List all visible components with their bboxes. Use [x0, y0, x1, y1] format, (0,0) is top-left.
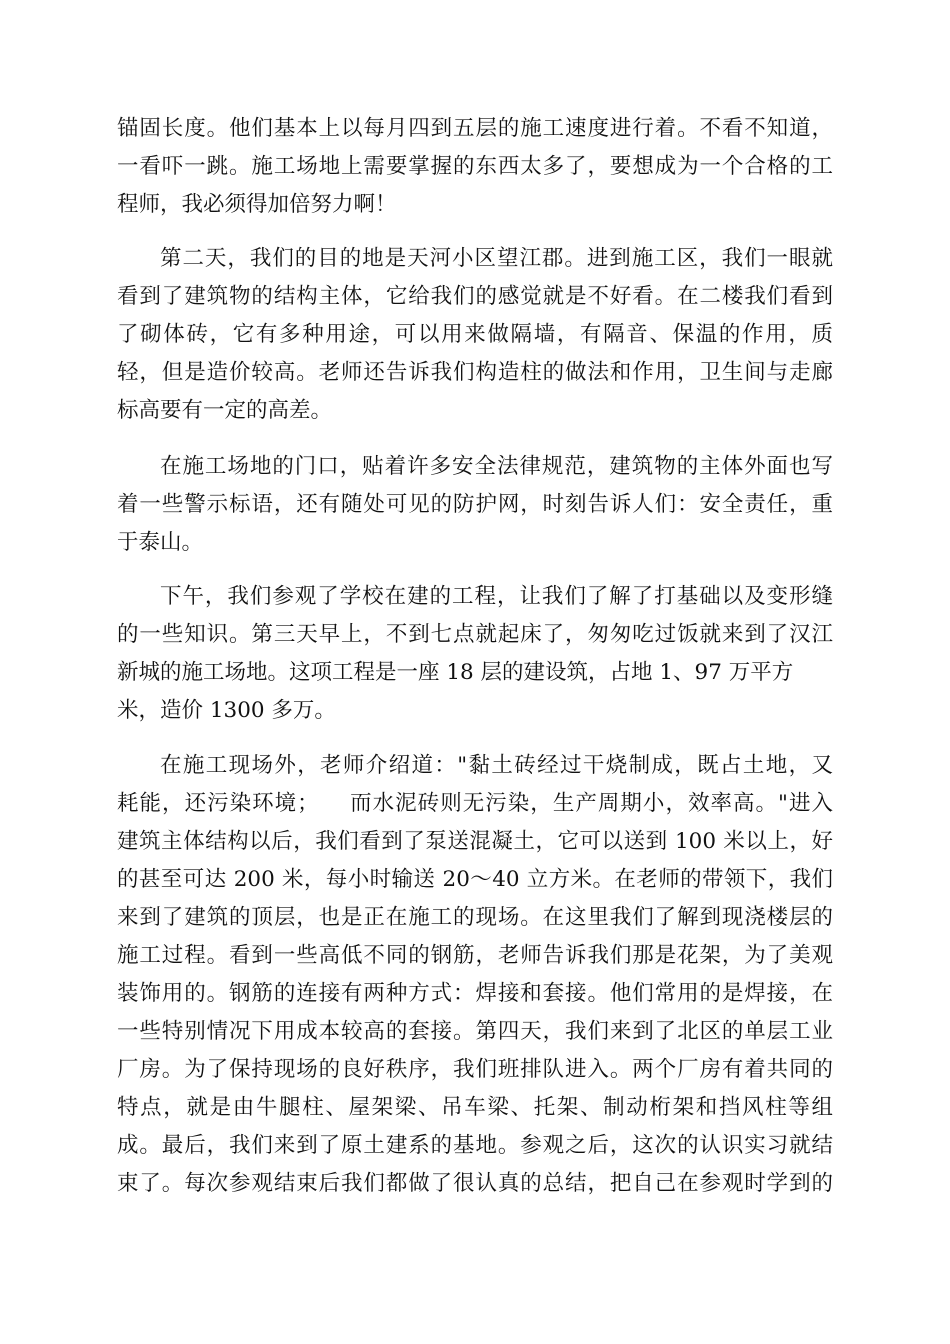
- text-line: 成。最后，我们来到了原土建系的基地。参观之后，这次的认识实习就结: [117, 1133, 833, 1158]
- text-line: 第二天，我们的目的地是天河小区望江郡。进到施工区，我们一眼就: [160, 246, 833, 271]
- text-line: 看到了建筑物的结构主体，它给我们的感觉就是不好看。在二楼我们看到: [117, 284, 833, 309]
- text-line: 了砌体砖，它有多种用途，可以用来做隔墙，有隔音、保温的作用，质: [117, 322, 833, 347]
- paragraph-5: [117, 747, 833, 1203]
- text-line: 厂房。为了保持现场的良好秩序，我们班排队进入。两个厂房有着共同的: [117, 1057, 833, 1082]
- text-line: 标高要有一定的高差。: [117, 398, 333, 423]
- text-line: 来到了建筑的顶层，也是正在施工的现场。在这里我们了解到现浇楼层的: [117, 905, 833, 930]
- text-line: 特点，就是由牛腿柱、屋架梁、吊车梁、托架、制动桁架和挡风柱等组: [117, 1095, 833, 1120]
- paragraph-2: [117, 240, 833, 430]
- text-line: 的一些知识。第三天早上，不到七点就起床了，匆匆吃过饭就来到了汉江: [117, 622, 833, 647]
- text-line: 在施工场地的门口，贴着许多安全法律规范，建筑物的主体外面也写: [160, 454, 833, 479]
- text-line: 下午，我们参观了学校在建的工程，让我们了解了打基础以及变形缝: [160, 584, 833, 609]
- text-line: 施工过程。看到一些高低不同的钢筋，老师告诉我们那是花架，为了美观: [117, 943, 833, 968]
- paragraph-4: [117, 578, 833, 730]
- text-line: 程师，我必须得加倍努力啊！: [117, 192, 397, 217]
- text-line: 建筑主体结构以后，我们看到了泵送混凝土，它可以送到 100 米以上，好: [117, 829, 833, 854]
- text-line: 轻，但是造价较高。老师还告诉我们构造柱的做法和作用，卫生间与走廊: [117, 360, 833, 385]
- text-line: 束了。每次参观结束后我们都做了很认真的总结，把自己在参观时学到的: [117, 1171, 833, 1196]
- text-line: 一看吓一跳。施工场地上需要掌握的东西太多了，要想成为一个合格的工: [117, 154, 833, 179]
- text-line: 耗能，还污染环境； 而水泥砖则无污染，生产周期小，效率高。"进入: [117, 791, 833, 816]
- text-line: 于泰山。: [117, 530, 204, 555]
- text-line: 着一些警示标语，还有随处可见的防护网，时刻告诉人们：安全责任，重: [117, 492, 833, 517]
- text-line: 米，造价 1300 多万。: [117, 698, 336, 723]
- text-line: 的甚至可达 200 米，每小时输送 20～40 立方米。在老师的带领下，我们: [117, 867, 833, 892]
- text-line: 一些特别情况下用成本较高的套接。第四天，我们来到了北区的单层工业: [117, 1019, 833, 1044]
- text-line: 新城的施工场地。这项工程是一座 18 层的建设筑，占地 1、97 万平方: [117, 660, 794, 685]
- paragraph-3: [117, 448, 833, 562]
- text-line: 装饰用的。钢筋的连接有两种方式：焊接和套接。他们常用的是焊接，在: [117, 981, 833, 1006]
- paragraph-1: [117, 110, 833, 224]
- text-line: 锚固长度。他们基本上以每月四到五层的施工速度进行着。不看不知道，: [117, 116, 833, 141]
- text-line: 在施工现场外，老师介绍道："黏土砖经过干烧制成，既占土地，又: [160, 753, 833, 778]
